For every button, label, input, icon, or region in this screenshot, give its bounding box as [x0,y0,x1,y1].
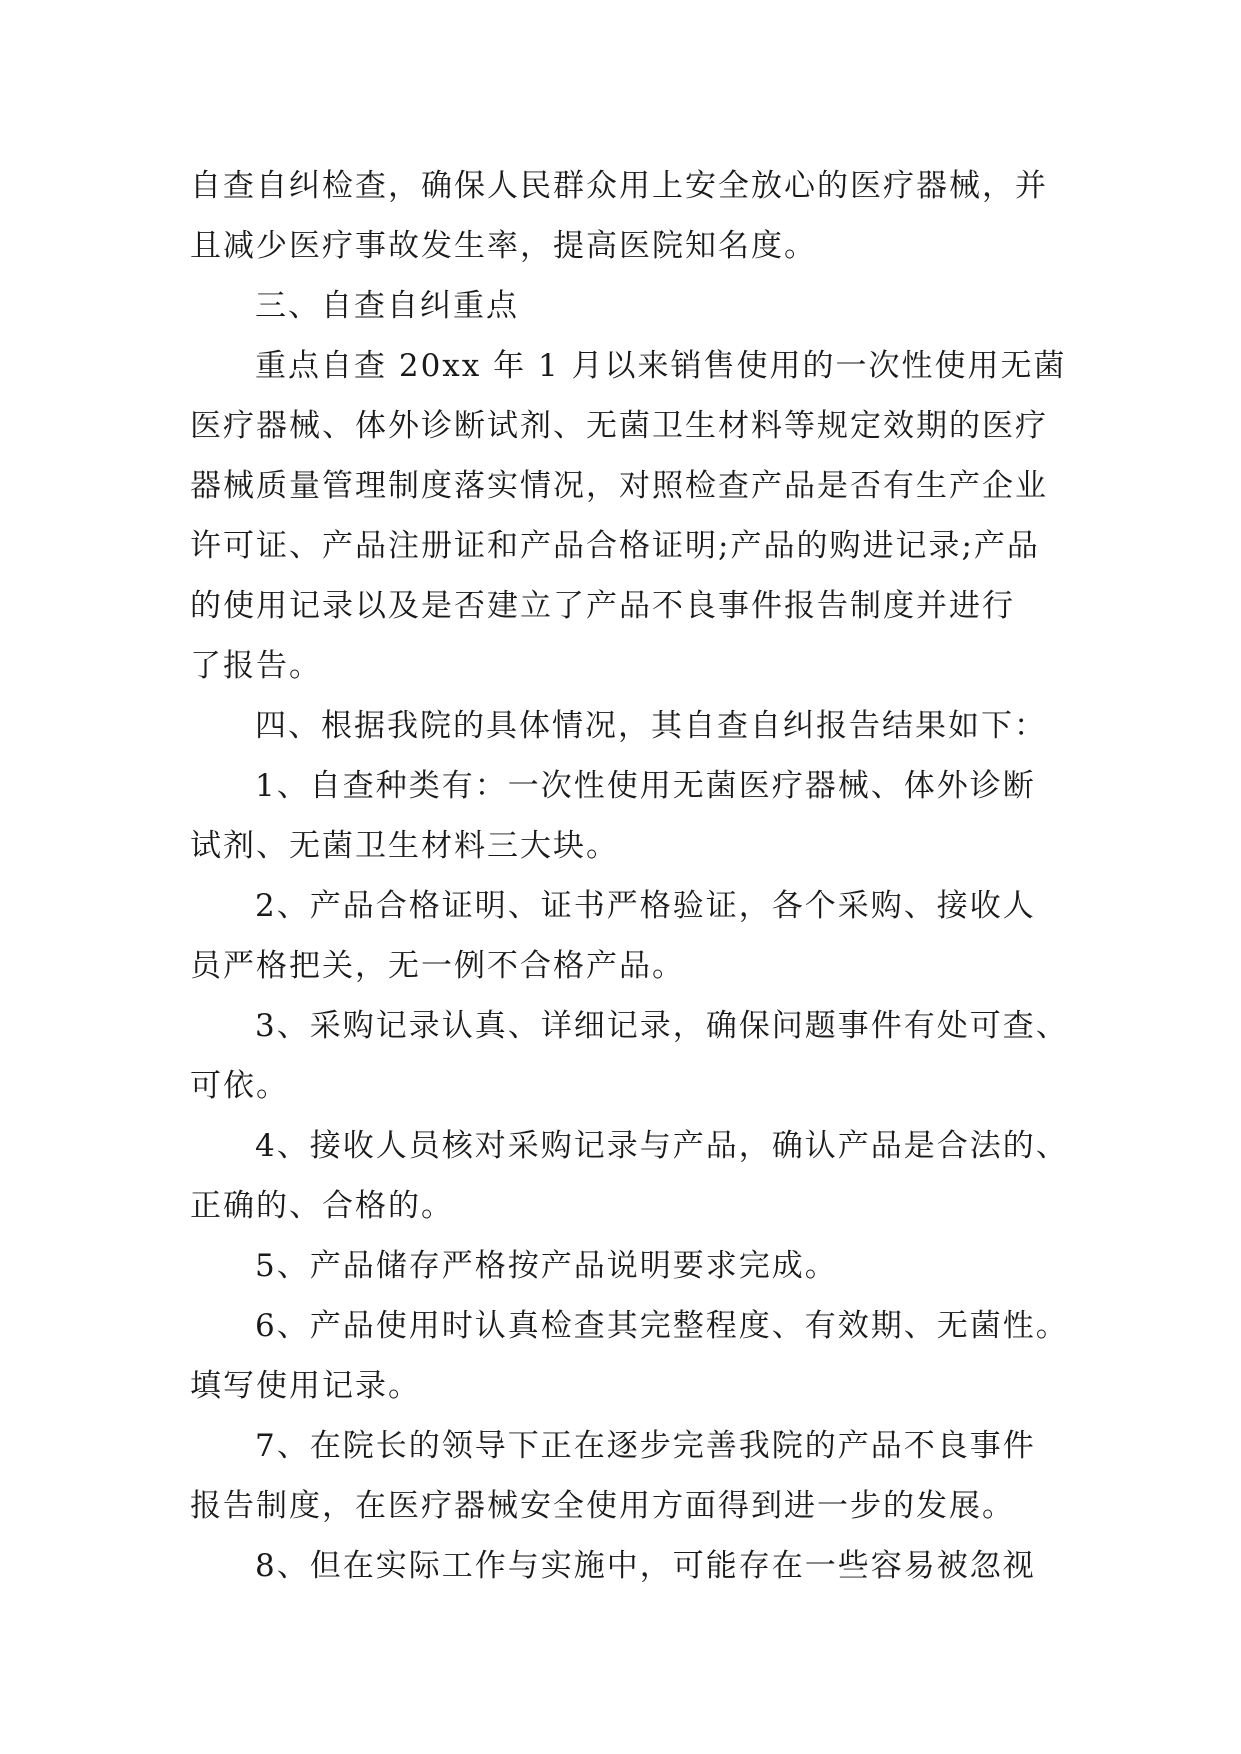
text-line: 许可证、产品注册证和产品合格证明;产品的购进记录;产品 [190,528,1040,564]
text-line: 可依。 [190,1068,289,1104]
text-line: 试剂、无菌卫生材料三大块。 [190,828,619,864]
list-item: 4、接收人员核对采购记录与产品，确认产品是合法的、 [255,1128,1069,1164]
text-line: 填写使用记录。 [190,1368,421,1404]
list-item: 7、在院长的领导下正在逐步完善我院的产品不良事件 [255,1428,1036,1464]
list-item: 8、但在实际工作与实施中，可能存在一些容易被忽视 [255,1548,1036,1584]
list-item: 1、自查种类有：一次性使用无菌医疗器械、体外诊断 [255,768,1036,804]
text-line: 报告制度，在医疗器械安全使用方面得到进一步的发展。 [190,1488,1015,1524]
text-line: 了报告。 [190,648,322,684]
text-line: 正确的、合格的。 [190,1188,454,1224]
section-heading: 三、自查自纠重点 [255,288,519,324]
list-item: 6、产品使用时认真检查其完整程度、有效期、无菌性。 [255,1308,1069,1344]
section-heading: 四、根据我院的具体情况，其自查自纠报告结果如下： [255,708,1047,744]
text-line: 器械质量管理制度落实情况，对照检查产品是否有生产企业 [190,468,1048,504]
text-line: 自查自纠检查，确保人民群众用上安全放心的医疗器械，并 [190,168,1048,204]
text-line: 员严格把关，无一例不合格产品。 [190,948,685,984]
text-line: 医疗器械、体外诊断试剂、无菌卫生材料等规定效期的医疗 [190,408,1048,444]
list-item: 2、产品合格证明、证书严格验证，各个采购、接收人 [255,888,1036,924]
text-line: 重点自查 20xx 年 1 月以来销售使用的一次性使用无菌 [255,348,1067,384]
text-line: 且减少医疗事故发生率，提高医院知名度。 [190,228,817,264]
list-item: 3、采购记录认真、详细记录，确保问题事件有处可查、 [255,1008,1069,1044]
text-line: 的使用记录以及是否建立了产品不良事件报告制度并进行 [190,588,1015,624]
list-item: 5、产品储存严格按产品说明要求完成。 [255,1248,838,1284]
